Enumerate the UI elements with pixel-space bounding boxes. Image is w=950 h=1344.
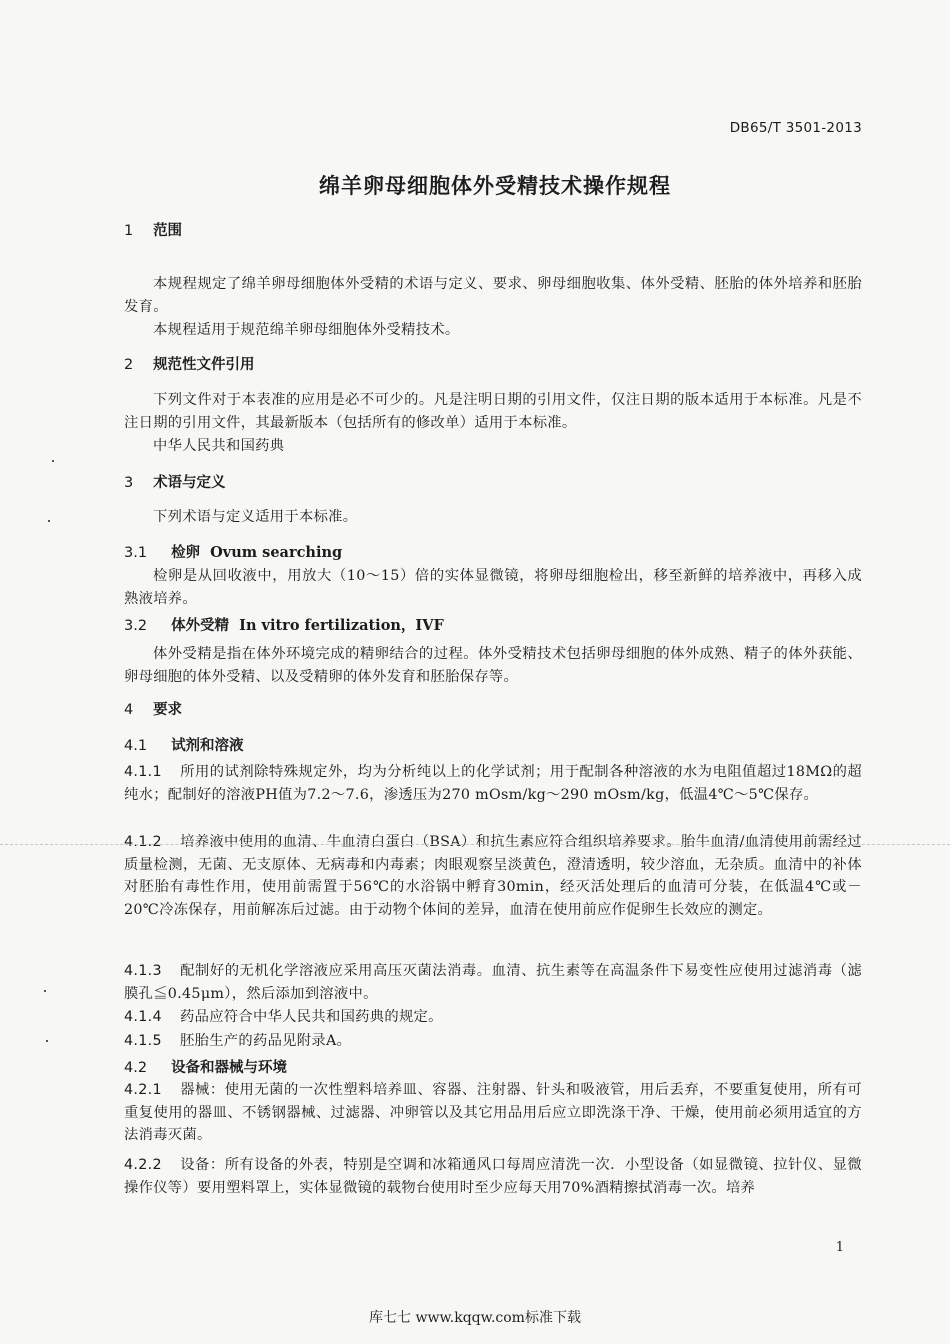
clause-text: 器械：使用无菌的一次性塑料培养皿、容器、注射器、针头和吸液管，用后丢弃，不要重复使用，所有可重复使用的器皿、不锈钢器械、过滤器、冲卵管以及其它用品用后应立即洗涤干净、干燥，使用前必须用适宜的方法消毒灭菌。 — [124, 1082, 862, 1144]
clause-text: 培养液中使用的血清、牛血清白蛋白（BSA）和抗生素应符合组织培养要求。胎牛血清/血清使用前需经过质量检测，无菌、无支原体、无病毒和内毒素；肉眼观察呈淡黄色，澄清透明，较少溶血，无杂质。血清中的补体对胚胎有毒性作用，使用前需置于56℃的水浴锅中孵育30min，经灭活处理后的血清可分装，在低温4℃或－20℃冷冻保存，用前解冻后过滤。由于动物个体间的差异，血清在使用前应作促卵生长效应的测定。 — [124, 834, 862, 919]
section-title: 规范性文件引用 — [153, 357, 255, 373]
clause-text: 设备：所有设备的外表，特别是空调和冰箱通风口每周应清洗一次．小型设备（如显微镜、拉针仪、显微操作仪等）要用塑料罩上，实体显微镜的载物台使用时至少应每天用70%酒精擦拭消毒一次。培养 — [124, 1157, 862, 1196]
page-title: 绵羊卵母细胞体外受精技术操作规程 — [319, 174, 671, 198]
section-3-heading — [124, 471, 226, 492]
term-english: In vitro fertilization，IVF — [239, 617, 444, 634]
clause-4-1-1 — [124, 761, 862, 806]
page-number: 1 — [835, 1240, 844, 1255]
term-chinese: 体外受精 — [171, 618, 230, 634]
clause-4-2-2 — [124, 1154, 862, 1199]
subsection-title: 设备和器械与环境 — [171, 1060, 288, 1076]
section-number: 3 — [124, 475, 134, 491]
scan-speck — [46, 1040, 48, 1042]
footer-watermark: 库七七 www.kqqw.com标准下载 — [369, 1310, 581, 1326]
section-1-paragraph-1: 本规程规定了绵羊卵母细胞体外受精的术语与定义、要求、卵母细胞收集、体外受精、胚胎的体外培养和胚胎发育。 — [124, 276, 862, 315]
scan-speck — [44, 990, 46, 992]
clause-4-1-4 — [124, 1006, 862, 1029]
scan-speck — [52, 460, 54, 462]
subsection-4-1-heading — [124, 734, 244, 755]
term-3-2-definition: 体外受精是指在体外环境完成的精卵结合的过程。体外受精技术包括卵母细胞的体外成熟、精子的体外获能、卵母细胞的体外受精、以及受精卵的体外发育和胚胎保存等。 — [124, 646, 862, 685]
clause-text: 配制好的无机化学溶液应采用高压灭菌法消毒。血清、抗生素等在高温条件下易变性应使用过滤消毒（滤膜孔≦0.45μm），然后添加到溶液中。 — [124, 963, 862, 1002]
subsection-number: 4.2 — [124, 1060, 148, 1076]
clause-text: 胚胎生产的药品见附录A。 — [180, 1033, 352, 1049]
term-number: 3.2 — [124, 618, 148, 634]
section-number: 4 — [124, 702, 134, 718]
term-3-1-heading — [124, 541, 342, 562]
section-3-paragraph-1: 下列术语与定义适用于本标准。 — [153, 509, 358, 525]
section-1-paragraph-2: 本规程适用于规范绵羊卵母细胞体外受精技术。 — [153, 322, 460, 338]
section-1-heading — [124, 219, 182, 240]
clause-4-1-5 — [124, 1030, 862, 1053]
clause-number: 4.2.2 — [124, 1157, 162, 1173]
clause-text: 药品应符合中华人民共和国药典的规定。 — [180, 1009, 443, 1025]
subsection-title: 试剂和溶液 — [171, 738, 244, 754]
clause-text: 所用的试剂除特殊规定外，均为分析纯以上的化学试剂；用于配制各种溶液的水为电阻值超过18MΩ的超纯水；配制好的溶液PH值为7.2～7.6，渗透压为270 mOsm/kg～290 mOsm/kg，低温4℃～5℃保存。 — [124, 764, 862, 803]
clause-number: 4.2.1 — [124, 1082, 162, 1098]
clause-number: 4.1.1 — [124, 764, 162, 780]
section-title: 范围 — [153, 223, 183, 239]
clause-number: 4.1.4 — [124, 1009, 162, 1025]
section-number: 2 — [124, 357, 134, 373]
subsection-4-2-heading — [124, 1056, 287, 1077]
clause-number: 4.1.3 — [124, 963, 162, 979]
section-2-paragraph-1: 下列文件对于本表准的应用是必不可少的。凡是注明日期的引用文件，仅注日期的版本适用于本标准。凡是不注日期的引用文件，其最新版本（包括所有的修改单）适用于本标准。 — [124, 392, 862, 431]
term-3-2-heading — [124, 614, 444, 635]
clause-4-2-1 — [124, 1079, 862, 1147]
section-title: 术语与定义 — [153, 475, 226, 491]
clause-number: 4.1.2 — [124, 834, 162, 850]
term-chinese: 检卵 — [171, 545, 201, 561]
section-title: 要求 — [153, 702, 183, 718]
clause-number: 4.1.5 — [124, 1033, 162, 1049]
term-number: 3.1 — [124, 545, 148, 561]
document-code: DB65/T 3501-2013 — [729, 120, 862, 136]
section-2-paragraph-2: 中华人民共和国药典 — [153, 438, 285, 454]
term-english: Ovum searching — [210, 544, 343, 561]
section-number: 1 — [124, 223, 134, 239]
scan-artifact-line — [0, 844, 950, 845]
clause-4-1-3 — [124, 960, 862, 1005]
scan-speck — [48, 520, 50, 522]
term-3-1-definition: 检卵是从回收液中，用放大（10～15）倍的实体显微镜，将卵母细胞检出，移至新鲜的培养液中，再移入成熟液培养。 — [124, 568, 862, 607]
section-2-heading — [124, 353, 255, 374]
subsection-number: 4.1 — [124, 738, 148, 754]
section-4-heading — [124, 698, 182, 719]
